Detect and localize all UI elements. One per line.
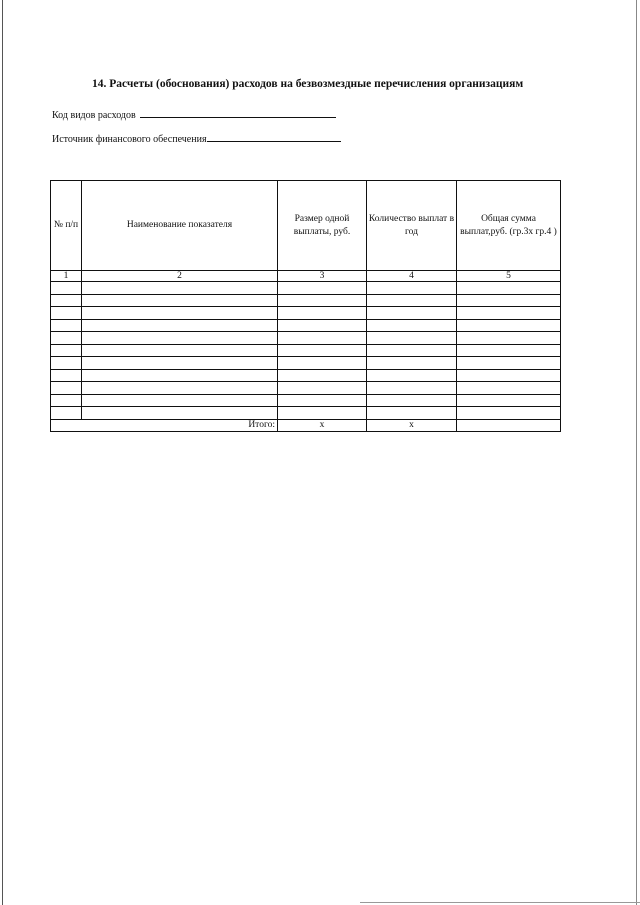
table-cell[interactable]: [367, 369, 457, 382]
column-number: 2: [82, 271, 278, 282]
funding-source-blank[interactable]: [207, 132, 341, 142]
table-cell[interactable]: [51, 344, 82, 357]
table-row: [51, 294, 561, 307]
header-num: № п/п: [51, 181, 82, 271]
table-cell[interactable]: [82, 369, 278, 382]
table-cell[interactable]: [278, 294, 367, 307]
table-cell[interactable]: [278, 407, 367, 420]
table-cell[interactable]: [278, 394, 367, 407]
scan-edge-right: [636, 0, 637, 905]
header-total-sum: Общая сумма выплат,руб. (гр.3х гр.4 ): [457, 181, 561, 271]
table-cell[interactable]: [457, 307, 561, 320]
total-col4: x: [367, 419, 457, 431]
table-cell[interactable]: [367, 407, 457, 420]
table-cell[interactable]: [82, 282, 278, 295]
table-row: [51, 332, 561, 345]
table-cell[interactable]: [457, 407, 561, 420]
table-cell[interactable]: [457, 357, 561, 370]
table-cell[interactable]: [82, 319, 278, 332]
total-col3: x: [278, 419, 367, 431]
table-row: [51, 394, 561, 407]
table-cell[interactable]: [278, 319, 367, 332]
scan-edge-bottom: [360, 902, 640, 903]
header-payment-size: Размер одной выплаты, руб.: [278, 181, 367, 271]
table-cell[interactable]: [51, 294, 82, 307]
expense-code-blank[interactable]: [140, 108, 336, 118]
table-cell[interactable]: [367, 282, 457, 295]
table-row: [51, 357, 561, 370]
column-number: 1: [51, 271, 82, 282]
funding-source-label: Источник финансового обеспечения: [52, 134, 207, 145]
table-cell[interactable]: [82, 394, 278, 407]
header-payment-count: Количество выплат в год: [367, 181, 457, 271]
table-row: [51, 307, 561, 320]
table-cell[interactable]: [51, 369, 82, 382]
expense-code-label: Код видов расходов: [52, 110, 136, 121]
table-row: [51, 344, 561, 357]
column-number: 4: [367, 271, 457, 282]
table-cell[interactable]: [51, 332, 82, 345]
table-cell[interactable]: [457, 344, 561, 357]
table-cell[interactable]: [51, 382, 82, 395]
table-cell[interactable]: [51, 357, 82, 370]
table-cell[interactable]: [278, 282, 367, 295]
section-title: 14. Расчеты (обоснования) расходов на безвозмездные перечисления организациям: [92, 78, 524, 90]
column-number-row: [51, 271, 561, 282]
table-cell[interactable]: [51, 319, 82, 332]
table-cell[interactable]: [457, 282, 561, 295]
table-cell[interactable]: [51, 394, 82, 407]
table-cell[interactable]: [82, 307, 278, 320]
table-cell[interactable]: [82, 357, 278, 370]
table-cell[interactable]: [457, 332, 561, 345]
payments-table: [50, 180, 561, 432]
total-label: Итого:: [51, 419, 278, 431]
table-cell[interactable]: [278, 332, 367, 345]
table-cell[interactable]: [82, 344, 278, 357]
table-cell[interactable]: [457, 319, 561, 332]
table-cell[interactable]: [278, 382, 367, 395]
table-cell[interactable]: [367, 344, 457, 357]
table-cell[interactable]: [457, 394, 561, 407]
table-cell[interactable]: [278, 369, 367, 382]
expense-code-field: [52, 108, 336, 121]
table-row: [51, 319, 561, 332]
table-cell[interactable]: [82, 294, 278, 307]
column-number: 5: [457, 271, 561, 282]
table-cell[interactable]: [367, 307, 457, 320]
table-cell[interactable]: [278, 357, 367, 370]
table-row: [51, 369, 561, 382]
funding-source-field: [52, 132, 341, 145]
table-cell[interactable]: [457, 382, 561, 395]
column-number: 3: [278, 271, 367, 282]
table-cell[interactable]: [82, 382, 278, 395]
table-row: [51, 407, 561, 420]
table-cell[interactable]: [82, 332, 278, 345]
total-row: [51, 419, 561, 431]
table-cell[interactable]: [278, 307, 367, 320]
table-cell[interactable]: [457, 369, 561, 382]
table-row: [51, 282, 561, 295]
table-cell[interactable]: [278, 344, 367, 357]
table-cell[interactable]: [51, 307, 82, 320]
table-cell[interactable]: [51, 407, 82, 420]
table-body: [51, 271, 561, 432]
header-name: Наименование показателя: [82, 181, 278, 271]
table-cell[interactable]: [367, 332, 457, 345]
table-cell[interactable]: [367, 394, 457, 407]
table-cell[interactable]: [51, 282, 82, 295]
total-col5[interactable]: [457, 419, 561, 431]
table-cell[interactable]: [367, 319, 457, 332]
table-cell[interactable]: [367, 294, 457, 307]
table-cell[interactable]: [457, 294, 561, 307]
table-row: [51, 382, 561, 395]
table-cell[interactable]: [367, 382, 457, 395]
table-cell[interactable]: [367, 357, 457, 370]
table-cell[interactable]: [82, 407, 278, 420]
table-header-row: [51, 181, 561, 271]
scan-edge-left: [2, 0, 3, 905]
